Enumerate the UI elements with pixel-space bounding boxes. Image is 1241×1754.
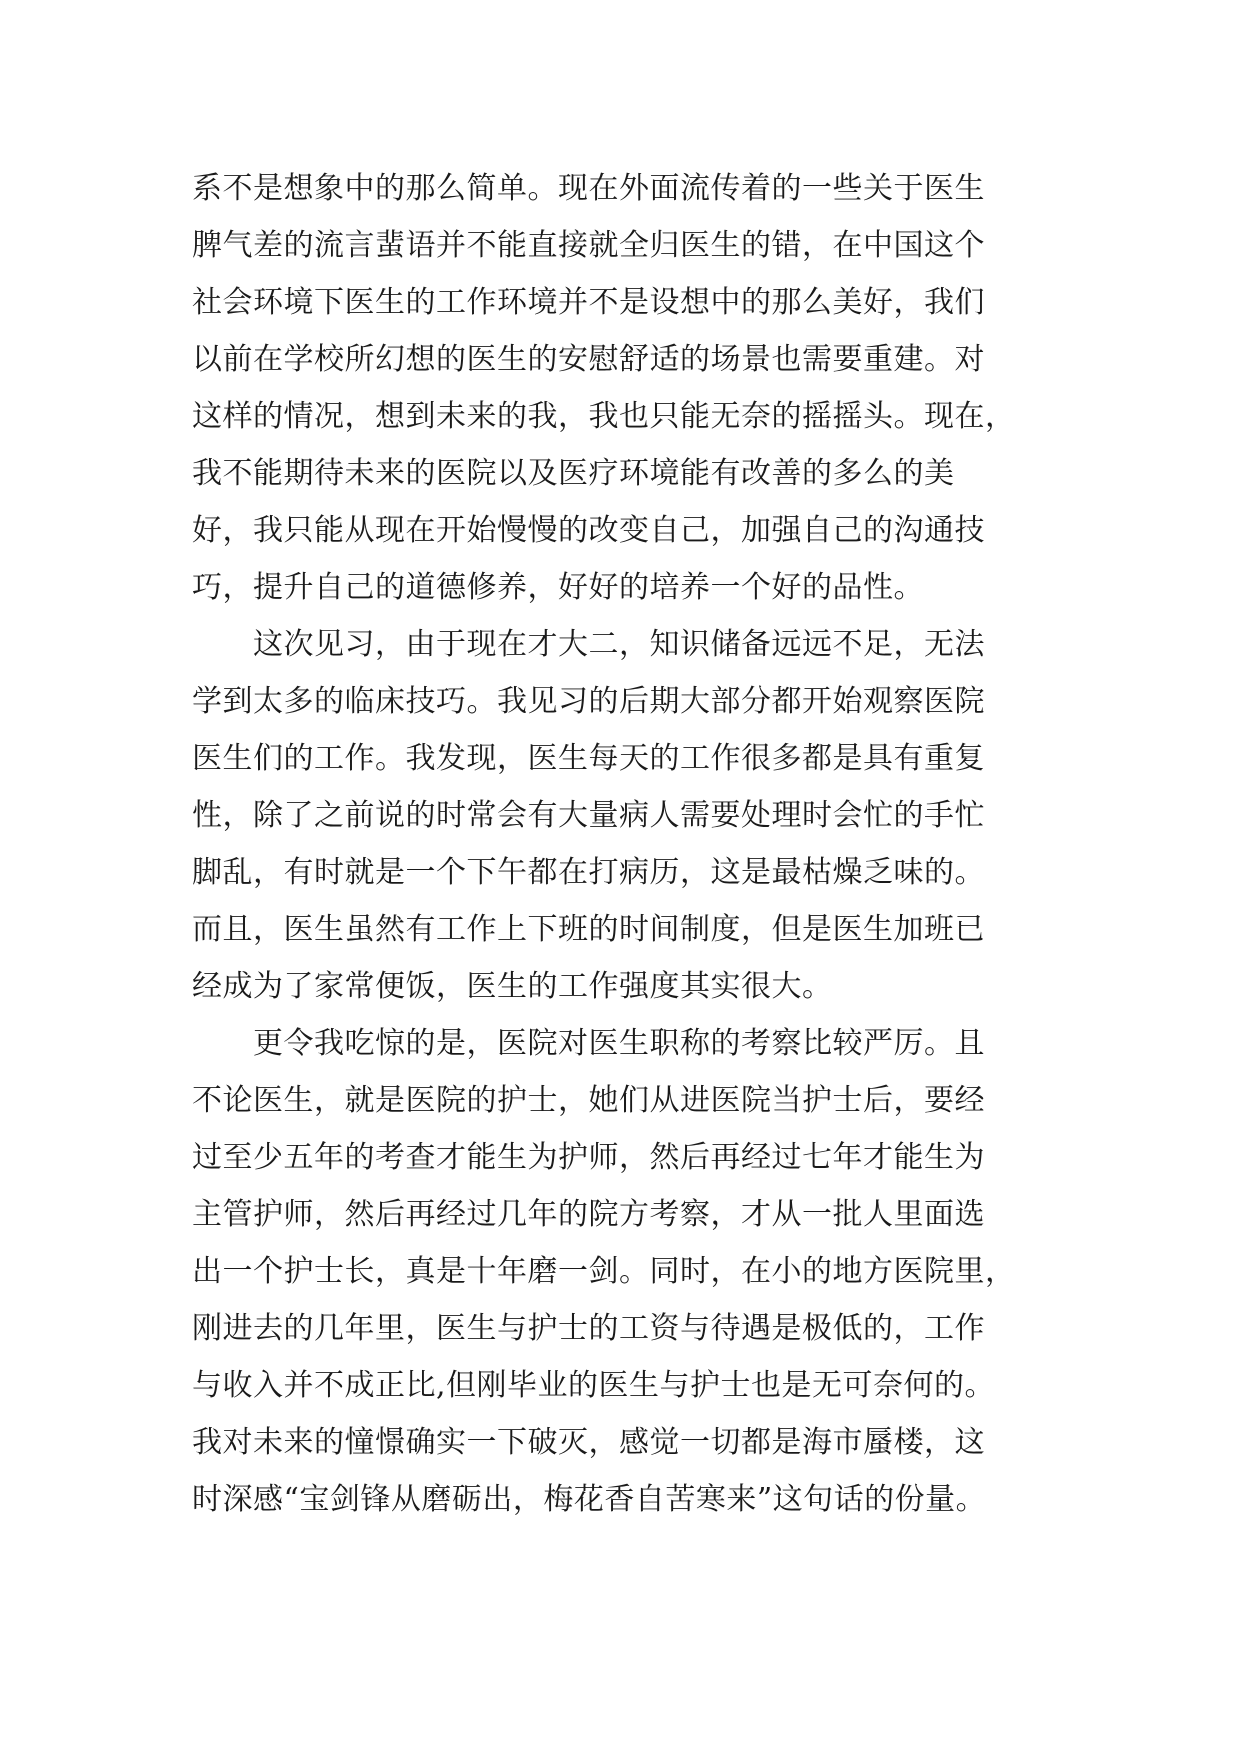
text-line: 过至少五年的考查才能生为护师，然后再经过七年才能生为	[192, 1140, 985, 1175]
text-line: 更令我吃惊的是，医院对医生职称的考察比较严厉。且	[192, 1026, 985, 1061]
text-line: 出一个护士长，真是十年磨一剑。同时，在小的地方医院里，	[192, 1254, 1016, 1289]
text-line: 刚进去的几年里，医生与护士的工资与待遇是极低的，工作	[192, 1311, 985, 1346]
body-text	[192, 160, 1072, 1528]
text-line: 不论医生，就是医院的护士，她们从进医院当护士后，要经	[192, 1083, 985, 1118]
text-line: 社会环境下医生的工作环境并不是设想中的那么美好，我们	[192, 285, 985, 320]
text-line: 我对未来的憧憬确实一下破灭，感觉一切都是海市蜃楼，这	[192, 1425, 985, 1460]
text-line: 学到太多的临床技巧。我见习的后期大部分都开始观察医院	[192, 684, 985, 719]
text-line: 而且，医生虽然有工作上下班的时间制度，但是医生加班已	[192, 912, 985, 947]
text-line: 脾气差的流言蜚语并不能直接就全归医生的错，在中国这个	[192, 228, 985, 263]
text-line: 好，我只能从现在开始慢慢的改变自己，加强自己的沟通技	[192, 513, 985, 548]
text-line: 时深感“宝剑锋从磨砺出，梅花香自苦寒来”这句话的份量。	[192, 1482, 987, 1517]
text-line: 主管护师，然后再经过几年的院方考察，才从一批人里面选	[192, 1197, 985, 1232]
text-line: 脚乱，有时就是一个下午都在打病历，这是最枯燥乏味的。	[192, 855, 985, 890]
text-line: 医生们的工作。我发现，医生每天的工作很多都是具有重复	[192, 741, 985, 776]
text-line: 巧，提升自己的道德修养，好好的培养一个好的品性。	[192, 570, 924, 605]
text-line: 这次见习，由于现在才大二，知识储备远远不足，无法	[192, 627, 985, 662]
text-line: 经成为了家常便饭，医生的工作强度其实很大。	[192, 969, 833, 1004]
text-line: 我不能期待未来的医院以及医疗环境能有改善的多么的美	[192, 456, 955, 491]
text-line: 以前在学校所幻想的医生的安慰舒适的场景也需要重建。对	[192, 342, 985, 377]
text-line: 性，除了之前说的时常会有大量病人需要处理时会忙的手忙	[192, 798, 985, 833]
text-line: 这样的情况，想到未来的我，我也只能无奈的摇摇头。现在，	[192, 399, 1016, 434]
text-line: 系不是想象中的那么简单。现在外面流传着的一些关于医生	[192, 171, 985, 206]
text-line: 与收入并不成正比,但刚毕业的医生与护士也是无可奈何的。	[192, 1368, 996, 1403]
